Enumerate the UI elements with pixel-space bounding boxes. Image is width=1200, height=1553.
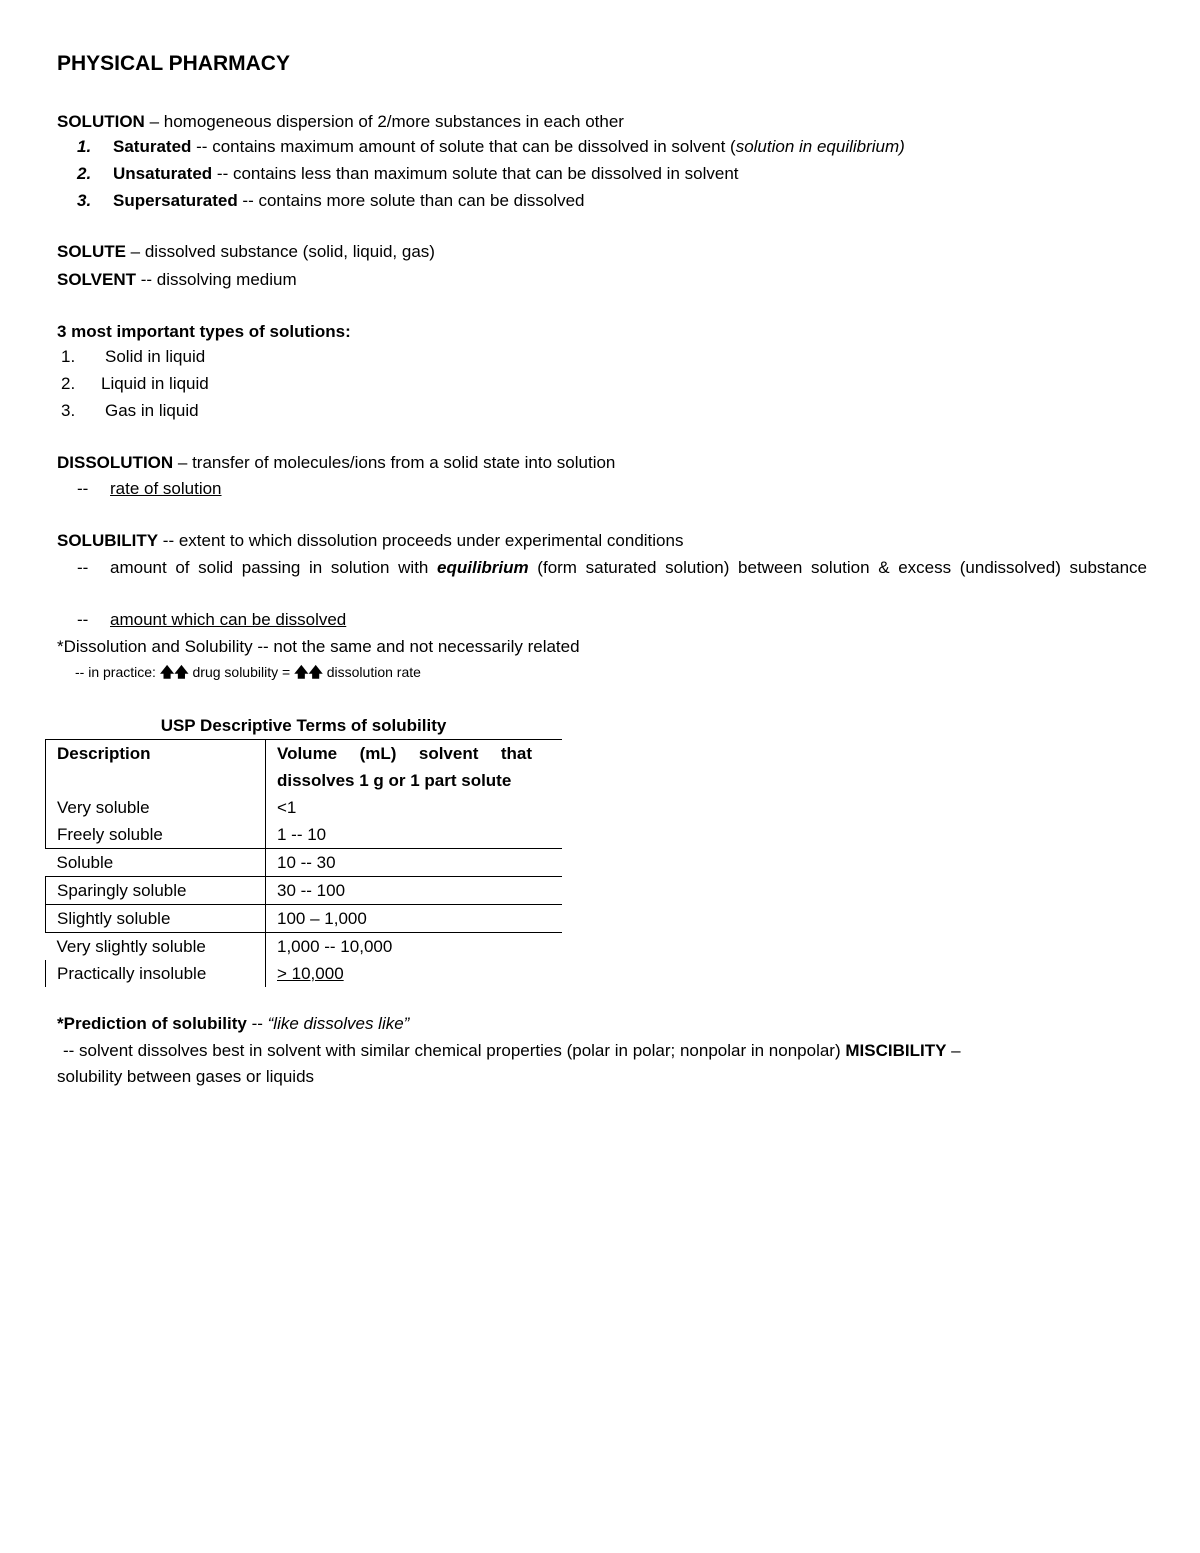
solubility-practice: -- in practice: 🡅🡅 drug solubility = 🡅🡅 dissolution rate xyxy=(75,664,421,680)
page-title: PHYSICAL PHARMACY xyxy=(57,52,290,75)
prediction-line-1: -- solvent dissolves best in solvent with similar chemical properties (polar in polar; nonpolar in nonpolar) MISCIBILITY – xyxy=(63,1041,961,1060)
solubility-definition: SOLUBILITY -- extent to which dissolution proceeds under experimental conditions xyxy=(57,531,684,550)
table-row: Sparingly soluble 30 -- 100 xyxy=(46,877,563,905)
table-header-cell: Description xyxy=(46,740,266,795)
table-row: Freely soluble 1 -- 10 xyxy=(46,821,563,849)
solution-definition: SOLUTION – homogeneous dispersion of 2/more substances in each other xyxy=(57,112,624,131)
table-row: Slightly soluble 100 – 1,000 xyxy=(46,905,563,933)
dissolution-sub: -- rate of solution xyxy=(77,479,222,498)
solubility-note: *Dissolution and Solubility -- not the same and not necessarily related xyxy=(57,637,580,656)
prediction-line-2: solubility between gases or liquids xyxy=(57,1067,315,1086)
solution-item-unsaturated: 2. Unsaturated -- contains less than maximum solute that can be dissolved in solvent xyxy=(77,164,739,183)
table-row: Very soluble <1 xyxy=(46,794,563,821)
table-header-cell: Volume (mL) solvent that dissolves 1 g or 1 part solute xyxy=(266,740,563,795)
table-header-row xyxy=(46,740,563,795)
types-item: 3. Gas in liquid xyxy=(61,401,199,420)
table-row: Soluble 10 -- 30 xyxy=(46,849,563,877)
solvent-definition: SOLVENT -- dissolving medium xyxy=(57,270,297,289)
solubility-bullet-1: amount of solid passing in solution with equilibrium (form saturated solution) between solution & excess (undissolved) substance xyxy=(110,558,1147,577)
usp-table-caption: USP Descriptive Terms of solubility xyxy=(160,716,447,735)
table-row: Very slightly soluble 1,000 -- 10,000 xyxy=(46,933,563,961)
solubility-bullet-dash: -- xyxy=(77,558,89,577)
solution-item-supersaturated: 3. Supersaturated -- contains more solute than can be dissolved xyxy=(77,191,585,210)
solution-item-saturated: 1. Saturated -- contains maximum amount of solute that can be dissolved in solvent (solution in equilibrium) xyxy=(77,137,905,156)
usp-solubility-table xyxy=(45,739,562,987)
prediction-heading: *Prediction of solubility -- “like dissolves like” xyxy=(57,1014,410,1033)
types-item: 2. Liquid in liquid xyxy=(61,374,209,393)
types-item: 1. Solid in liquid xyxy=(61,347,206,366)
types-heading: 3 most important types of solutions: xyxy=(57,322,351,341)
solute-definition: SOLUTE – dissolved substance (solid, liquid, gas) xyxy=(57,242,435,261)
solubility-bullet-2: -- amount which can be dissolved xyxy=(77,610,347,629)
up-arrows-icon: 🡅🡅 xyxy=(294,664,323,680)
solution-term: SOLUTION xyxy=(57,112,145,131)
dissolution-definition: DISSOLUTION – transfer of molecules/ions from a solid state into solution xyxy=(57,453,616,472)
table-row: Practically insoluble > 10,000 xyxy=(46,960,563,987)
up-arrows-icon: 🡅🡅 xyxy=(159,664,189,680)
